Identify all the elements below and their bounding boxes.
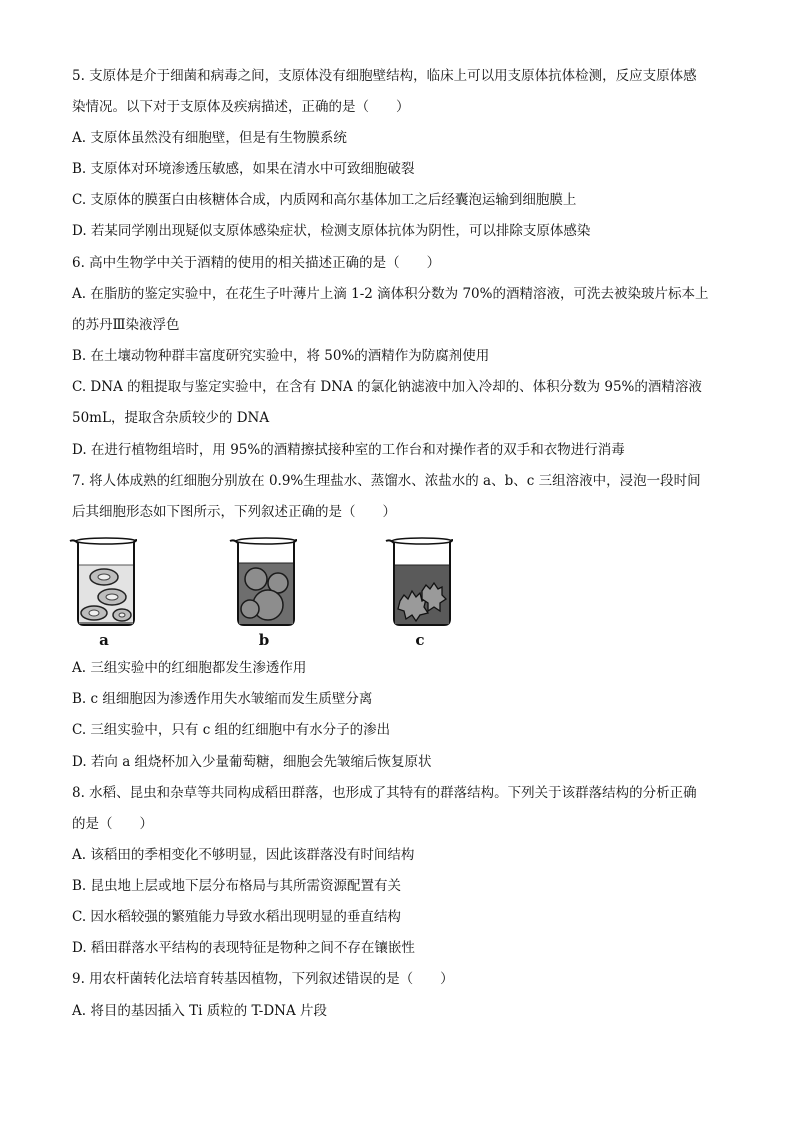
- text-line: B. 支原体对环境渗透压敏感，如果在清水中可致细胞破裂: [72, 161, 415, 177]
- beaker-c-illustration: [380, 535, 460, 631]
- text-line: B. c 组细胞因为渗透作用失水皱缩而发生质壁分离: [72, 691, 373, 707]
- text-line: 的苏丹Ⅲ染液浮色: [72, 317, 180, 333]
- beaker-a-label: a: [99, 631, 109, 649]
- text-line: C. 因水稻较强的繁殖能力导致水稻出现明显的垂直结构: [72, 909, 401, 925]
- beaker-a-illustration: [64, 535, 144, 631]
- text-line: 9. 用农杆菌转化法培育转基因植物，下列叙述错误的是（ ）: [72, 971, 454, 987]
- beaker-b-illustration: [224, 535, 304, 631]
- text-line: A. 将目的基因插入 Ti 质粒的 T-DNA 片段: [72, 1003, 328, 1019]
- beaker-b-label: b: [258, 631, 270, 649]
- text-line: D. 若向 a 组烧杯加入少量葡萄糖，细胞会先皱缩后恢复原状: [72, 754, 432, 770]
- text-line: C. 三组实验中，只有 c 组的红细胞中有水分子的渗出: [72, 722, 391, 738]
- beaker-b: [224, 535, 304, 649]
- text-line: 后其细胞形态如下图所示，下列叙述正确的是（ ）: [72, 504, 396, 520]
- beaker-figure: [64, 535, 484, 653]
- text-line: C. DNA 的粗提取与鉴定实验中，在含有 DNA 的氯化钠滤液中加入冷却的、体积分数为 95%的酒精溶液: [72, 379, 702, 395]
- text-line: 50mL，提取含杂质较少的 DNA: [72, 410, 270, 426]
- text-line: A. 三组实验中的红细胞都发生渗透作用: [72, 660, 307, 676]
- text-line: A. 支原体虽然没有细胞壁，但是有生物膜系统: [72, 130, 347, 146]
- text-line: 7. 将人体成熟的红细胞分别放在 0.9%生理盐水、蒸馏水、浓盐水的 a、b、c 三组溶液中，浸泡一段时间: [72, 473, 701, 489]
- beaker-c: [380, 535, 460, 649]
- text-line: C. 支原体的膜蛋白由核糖体合成，内质网和高尔基体加工之后经囊泡运输到细胞膜上: [72, 192, 577, 208]
- text-line: D. 稻田群落水平结构的表现特征是物种之间不存在镶嵌性: [72, 940, 415, 956]
- text-line: B. 昆虫地上层或地下层分布格局与其所需资源配置有关: [72, 878, 402, 894]
- text-line: 8. 水稻、昆虫和杂草等共同构成稻田群落，也形成了其特有的群落结构。下列关于该群落结构的分析正确: [72, 785, 697, 801]
- text-line: A. 该稻田的季相变化不够明显，因此该群落没有时间结构: [72, 847, 415, 863]
- beaker-a: [64, 535, 144, 649]
- text-line: D. 若某同学刚出现疑似支原体感染症状，检测支原体抗体为阴性，可以排除支原体感染: [72, 223, 591, 239]
- text-line: D. 在进行植物组培时，用 95%的酒精擦拭接种室的工作台和对操作者的双手和衣物进行消毒: [72, 442, 625, 458]
- text-line: 6. 高中生物学中关于酒精的使用的相关描述正确的是（ ）: [72, 255, 441, 271]
- text-line: B. 在土壤动物种群丰富度研究实验中，将 50%的酒精作为防腐剂使用: [72, 348, 490, 364]
- text-line: 染情况。以下对于支原体及疾病描述，正确的是（ ）: [72, 99, 410, 115]
- text-line: 的是（ ）: [72, 816, 153, 832]
- text-line: 5. 支原体是介于细菌和病毒之间，支原体没有细胞壁结构，临床上可以用支原体抗体检测，反应支原体感: [72, 68, 697, 84]
- beaker-c-label: c: [415, 631, 425, 649]
- text-line: A. 在脂肪的鉴定实验中，在花生子叶薄片上滴 1-2 滴体积分数为 70%的酒精溶液，可洗去被染玻片标本上: [72, 286, 709, 302]
